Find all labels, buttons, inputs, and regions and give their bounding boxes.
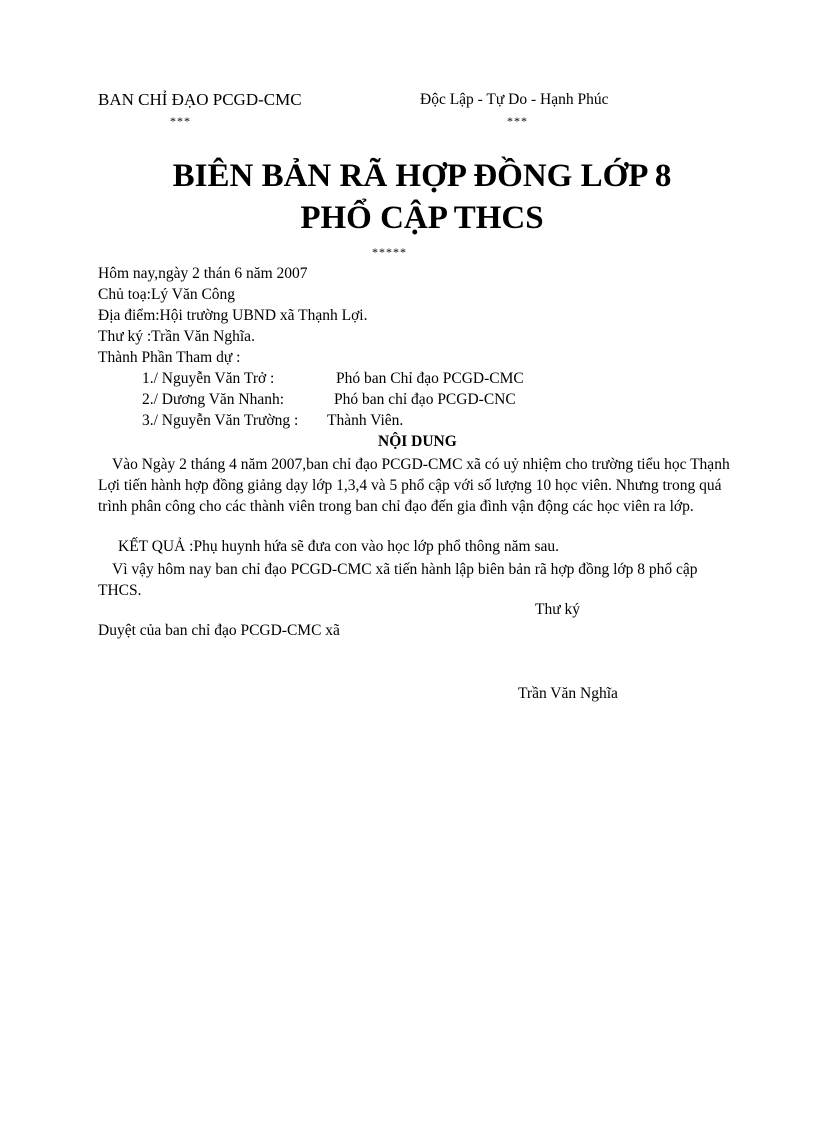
participant-role: Phó ban Chỉ đạo PCGD-CMC [336,370,524,387]
approval-label: Duyệt của ban chỉ đạo PCGD-CMC xã [98,622,340,639]
header-organization: BAN CHỈ ĐẠO PCGD-CMC [98,90,302,109]
secretary-signature-title: Thư ký [535,601,580,618]
meeting-secretary: Thư ký :Trần Văn Nghĩa. [98,328,255,345]
content-paragraph-text: Vào Ngày 2 tháng 4 năm 2007,ban chỉ đạo PCGD-CMC xã có uỷ nhiệm cho trường tiểu học Thạnh Lợi tiến hành hợp đồng giảng dạy lớp 1,3,4 và 5 phổ cập với số lượng 10 học viên. Nhưng trong quá trình phân công cho các thành viên trong ban chỉ đạo đến gia đình vận động các học viên ra lớp. [98,456,730,515]
meeting-date: Hôm nay,ngày 2 thán 6 năm 2007 [98,265,308,282]
participants-label: Thành Phần Tham dự : [98,349,241,366]
header-left-stars: *** [170,114,191,128]
secretary-signature-name: Trần Văn Nghĩa [518,685,618,702]
header-right-stars: *** [507,114,528,128]
result-line: KẾT QUẢ :Phụ huynh hứa sẽ đưa con vào học lớp phổ thông năm sau. [118,538,560,555]
meeting-chair: Chủ toạ:Lý Văn Công [98,286,236,303]
participant-role: Thành Viên. [327,412,404,429]
conclusion-paragraph-text: Vì vậy hôm nay ban chỉ đạo PCGD-CMC xã tiến hành lập biên bản rã hợp đồng lớp 8 phổ cập THCS. [98,561,698,599]
participant-name: 3./ Nguyễn Văn Trường : [142,412,299,429]
conclusion-paragraph [98,559,743,601]
document-subtitle: PHỔ CẬP THCS [300,200,544,236]
content-heading: NỘI DUNG [378,433,457,450]
participant-name: 2./ Dương Văn Nhanh: [142,391,285,408]
document-title: BIÊN BẢN RÃ HỢP ĐỒNG LỚP 8 [172,158,672,194]
content-paragraph [98,454,743,517]
header-motto: Độc Lập - Tự Do - Hạnh Phúc [420,91,609,108]
title-stars: ***** [372,245,407,259]
meeting-location: Địa điểm:Hội trường UBND xã Thạnh Lợi. [98,307,368,324]
participant-name: 1./ Nguyễn Văn Trở : [142,370,275,387]
participant-role: Phó ban chỉ đạo PCGD-CNC [334,391,516,408]
